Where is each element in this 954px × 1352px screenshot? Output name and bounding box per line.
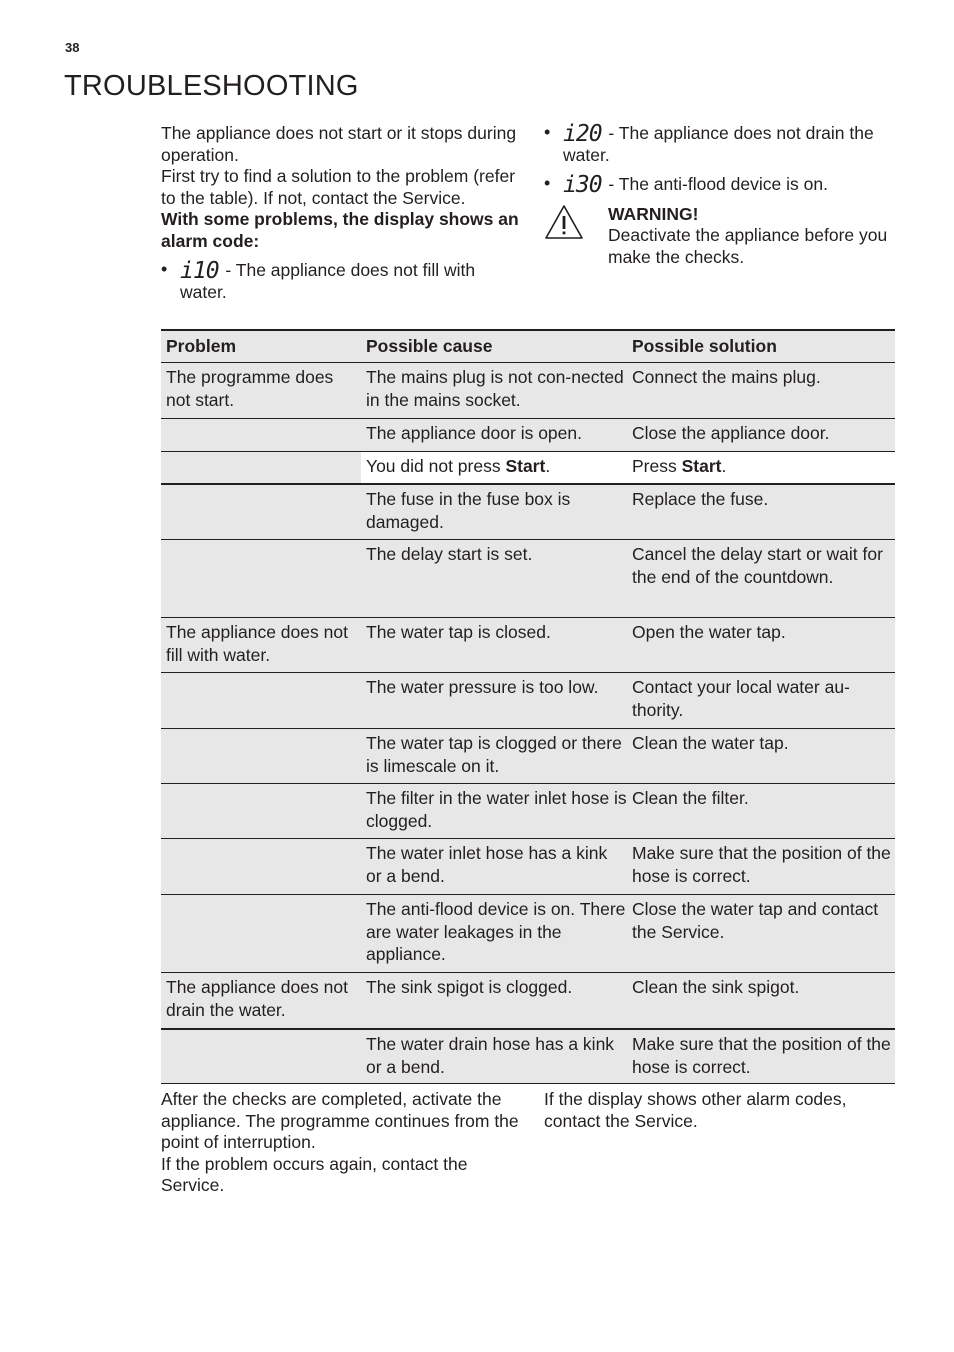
table-row	[161, 973, 895, 1029]
problem-cell	[161, 673, 361, 728]
bullet-icon: •	[161, 259, 168, 279]
problem-cell	[161, 485, 361, 539]
footer-paragraph-1: After the checks are completed, activate the appliance. The programme continues from the point of interruption.	[161, 1089, 519, 1152]
solution-text-end: .	[721, 456, 727, 476]
alarm-text-i30: - The anti-flood device is on.	[603, 174, 828, 194]
warning-title: WARNING!	[608, 203, 699, 224]
footer-right-column	[544, 1089, 884, 1132]
table-row	[161, 363, 895, 419]
solution-text: Press	[632, 456, 682, 476]
header-problem: Problem	[166, 336, 237, 357]
problem-cell	[161, 839, 361, 894]
problem-cell	[161, 895, 361, 972]
cause-text-end: .	[545, 456, 551, 476]
table-row	[161, 784, 895, 839]
intro-paragraph-2: First try to find a solution to the problem (refer to the table). If not, contact the Service.	[161, 166, 516, 208]
alarm-text-i20: - The appliance does not drain the water.	[563, 123, 874, 165]
table-row	[161, 673, 895, 729]
page-title: TROUBLESHOOTING	[64, 70, 359, 102]
warning-triangle-icon	[544, 204, 584, 240]
cause-cell: The water drain hose has a kink or a bend.	[366, 1034, 615, 1077]
cause-cell: The filter in the water inlet hose is clogged.	[366, 788, 627, 831]
footer-paragraph-3: If the display shows other alarm codes, contact the Service.	[544, 1089, 847, 1131]
cause-cell: The sink spigot is clogged.	[366, 977, 573, 997]
solution-cell: Replace the fuse.	[632, 489, 769, 509]
cause-cell: The appliance door is open.	[366, 423, 582, 443]
bullet-icon: •	[544, 173, 551, 193]
start-keyword: Start	[505, 456, 546, 476]
problem-cell: The programme does not start.	[166, 367, 334, 410]
bullet-icon: •	[544, 122, 551, 142]
warning-box	[544, 204, 904, 269]
cause-cell: The water pressure is too low.	[366, 677, 599, 697]
warning-text: Deactivate the appliance before you make the checks.	[608, 225, 888, 267]
alarm-item-i20	[544, 123, 904, 166]
problem-cell	[161, 452, 361, 483]
solution-cell: Make sure that the position of the hose is correct.	[632, 1034, 891, 1077]
intro-left-column	[161, 123, 521, 303]
table-row	[161, 618, 895, 673]
cause-cell: The water inlet hose has a kink or a bend.	[366, 843, 608, 886]
start-keyword: Start	[681, 456, 722, 476]
troubleshooting-table	[161, 329, 895, 1084]
solution-cell: Connect the mains plug.	[632, 367, 821, 387]
alarm-item-i10	[161, 260, 521, 303]
table-row	[161, 540, 895, 618]
solution-cell	[627, 452, 895, 483]
table-row	[161, 419, 895, 452]
cause-cell: The anti-flood device is on. There are water leakages in the appliance.	[366, 899, 626, 964]
table-row	[161, 895, 895, 973]
cause-cell: The mains plug is not con-nected in the mains socket.	[366, 367, 624, 410]
problem-cell	[161, 729, 361, 783]
solution-cell: Clean the filter.	[632, 788, 749, 808]
table-row	[161, 484, 895, 540]
alarm-code-i20: i20	[563, 121, 602, 147]
footer-paragraph-2: If the problem occurs again, contact the Service.	[161, 1153, 468, 1195]
solution-cell: Open the water tap.	[632, 622, 786, 642]
cause-cell: The water tap is closed.	[366, 622, 551, 642]
solution-cell: Contact your local water au-thority.	[632, 677, 850, 720]
alarm-code-i30: i30	[563, 172, 602, 198]
problem-cell	[161, 1030, 361, 1083]
solution-cell: Cancel the delay start or wait for the end of the countdown.	[632, 544, 883, 587]
intro-alarm-heading: With some problems, the display shows an alarm code:	[161, 209, 519, 251]
footer-left-column	[161, 1089, 521, 1197]
table-row	[161, 1029, 895, 1084]
table-row	[161, 729, 895, 784]
page-number: 38	[65, 40, 80, 55]
problem-cell: The appliance does not fill with water.	[166, 622, 348, 665]
problem-cell	[161, 540, 361, 617]
cause-text: You did not press	[366, 456, 506, 476]
header-possible-solution: Possible solution	[632, 336, 777, 357]
solution-cell: Make sure that the position of the hose is correct.	[632, 843, 891, 886]
solution-cell: Close the appliance door.	[632, 423, 830, 443]
solution-cell: Clean the sink spigot.	[632, 977, 800, 997]
header-possible-cause: Possible cause	[366, 336, 493, 357]
alarm-item-i30	[544, 174, 904, 196]
table-row	[161, 839, 895, 895]
alarm-code-i10: i10	[180, 258, 219, 284]
table-row	[161, 452, 895, 484]
alarm-text-i10: - The appliance does not fill with water.	[180, 260, 476, 302]
cause-cell: The fuse in the fuse box is damaged.	[366, 489, 571, 532]
cause-cell: The delay start is set.	[366, 544, 533, 564]
problem-cell	[161, 419, 361, 451]
table-header-row	[161, 329, 895, 363]
solution-cell: Clean the water tap.	[632, 733, 789, 753]
problem-cell: The appliance does not drain the water.	[166, 977, 348, 1020]
cause-cell: The water tap is clogged or there is limescale on it.	[366, 733, 622, 776]
problem-cell	[161, 784, 361, 838]
intro-right-column	[544, 123, 904, 268]
cause-cell	[361, 452, 627, 483]
solution-cell: Close the water tap and contact the Service.	[632, 899, 879, 942]
intro-paragraph-1: The appliance does not start or it stops during operation.	[161, 123, 517, 165]
